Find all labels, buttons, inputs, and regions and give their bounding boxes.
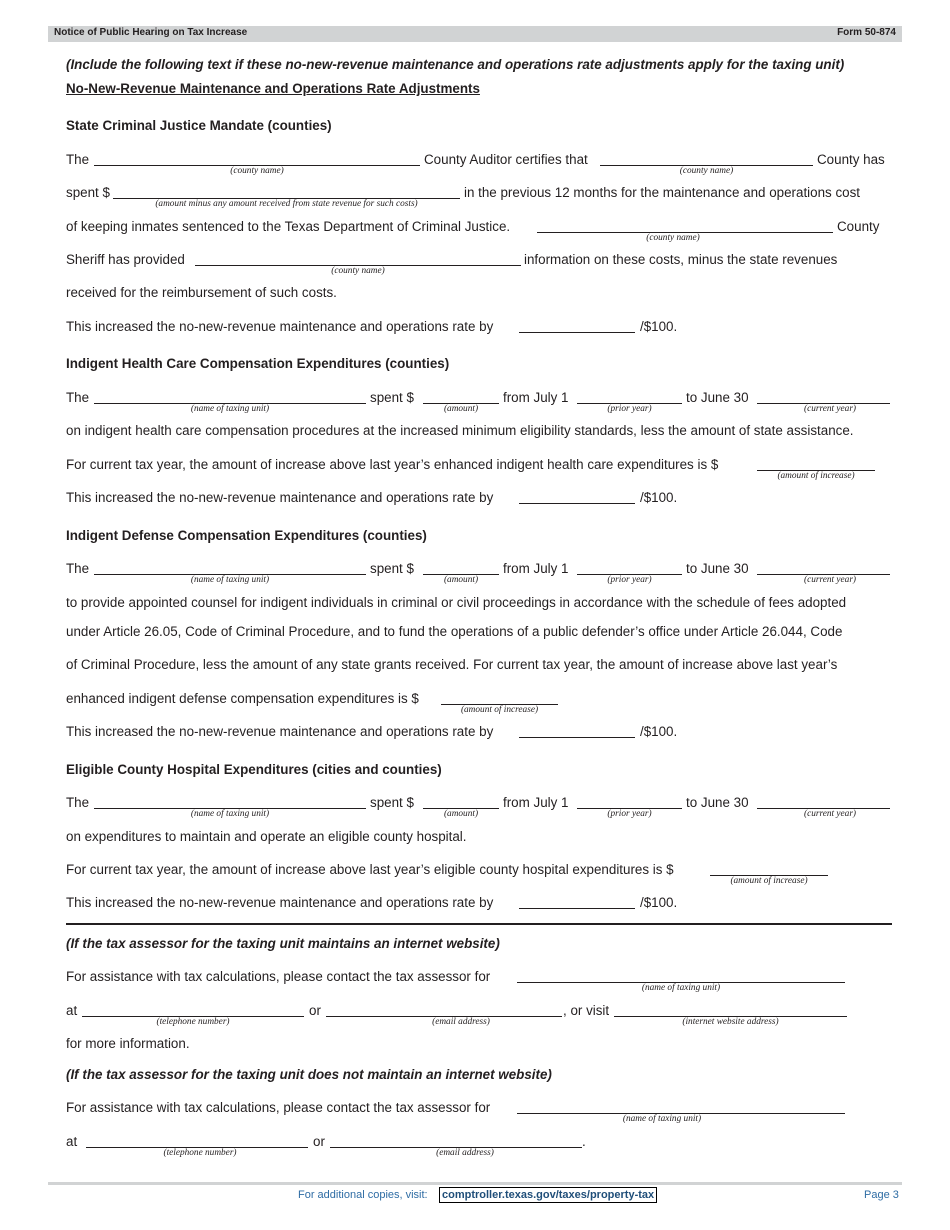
criminal-text: in the previous 12 months for the maintenance and operations cost [464, 185, 861, 200]
field-caption: (email address) [436, 1148, 494, 1158]
defense-text: to June 30 [686, 561, 749, 576]
field-caption: (county name) [331, 266, 385, 276]
criminal-text: Sheriff has provided [66, 252, 185, 267]
assist-text: , or visit [563, 1003, 610, 1018]
footer-rule [48, 1182, 902, 1185]
assist-text: or [309, 1003, 321, 1018]
form-number: Form 50-874 [837, 27, 896, 38]
footer-copies-text: For additional copies, visit: [298, 1189, 428, 1201]
field-caption: (name of taxing unit) [190, 575, 270, 585]
section-divider [66, 923, 892, 925]
assist-text: for more information. [66, 1036, 190, 1051]
rate-field[interactable] [519, 332, 635, 333]
rate-increase-text: This increased the no-new-revenue maintenance and operations rate by [66, 895, 494, 910]
criminal-text: The [66, 152, 90, 167]
health-text: on indigent health care compensation procedures at the increased minimum eligibility standards, less the amount of state assistance. [66, 423, 854, 438]
hospital-text: For current tax year, the amount of increase above last year’s eligible county hospital expenditures is $ [66, 862, 674, 877]
defense-text: to provide appointed counsel for indigent individuals in criminal or civil proceedings in accordance with the schedule of fees adopted [66, 595, 847, 610]
field-caption: (amount of increase) [460, 705, 539, 715]
intro-instruction: (Include the following text if these no-new-revenue maintenance and operations rate adjustments apply for the taxing unit) [66, 57, 845, 72]
field-caption: (name of taxing unit) [622, 1114, 702, 1124]
rate-increase-text: This increased the no-new-revenue maintenance and operations rate by [66, 319, 494, 334]
rate-unit: /$100. [640, 895, 678, 910]
comptroller-link[interactable]: comptroller.texas.gov/taxes/property-tax [439, 1187, 657, 1203]
rate-increase-text: This increased the no-new-revenue maintenance and operations rate by [66, 490, 494, 505]
page-header [48, 26, 902, 42]
field-caption: (current year) [803, 809, 857, 819]
header-title: Notice of Public Hearing on Tax Increase [54, 27, 248, 38]
hospital-text: from July 1 [503, 795, 569, 810]
criminal-text: received for the reimbursement of such costs. [66, 285, 337, 300]
defense-text: of Criminal Procedure, less the amount of any state grants received. For current tax year, the amount of increase above last year’s [66, 657, 838, 672]
defense-text: The [66, 561, 90, 576]
hospital-text: spent $ [370, 795, 414, 810]
section-heading: No-New-Revenue Maintenance and Operations Rate Adjustments [66, 81, 480, 96]
assist-text: at [66, 1003, 78, 1018]
no-website-heading: (If the tax assessor for the taxing unit does not maintain an internet website) [66, 1067, 552, 1082]
health-text: to June 30 [686, 390, 749, 405]
rate-field[interactable] [519, 737, 635, 738]
health-heading: Indigent Health Care Compensation Expenditures (counties) [66, 356, 450, 371]
assist-text: For assistance with tax calculations, please contact the tax assessor for [66, 1100, 491, 1115]
criminal-text: County [837, 219, 880, 234]
field-caption: (amount) [443, 404, 479, 414]
field-caption: (internet website address) [682, 1017, 779, 1027]
hospital-text: to June 30 [686, 795, 749, 810]
rate-increase-text: This increased the no-new-revenue maintenance and operations rate by [66, 724, 494, 739]
field-caption: (current year) [803, 404, 857, 414]
field-caption: (county name) [646, 233, 700, 243]
health-text: The [66, 390, 90, 405]
health-text: For current tax year, the amount of increase above last year’s enhanced indigent health care expenditures is $ [66, 457, 719, 472]
defense-text: enhanced indigent defense compensation expenditures is $ [66, 691, 419, 706]
field-caption: (name of taxing unit) [190, 404, 270, 414]
field-caption: (telephone number) [163, 1148, 237, 1158]
rate-unit: /$100. [640, 319, 678, 334]
page-number: Page 3 [864, 1189, 899, 1201]
criminal-heading: State Criminal Justice Mandate (counties) [66, 118, 332, 133]
criminal-text: County has [817, 152, 885, 167]
criminal-text: information on these costs, minus the state revenues [524, 252, 838, 267]
defense-text: under Article 26.05, Code of Criminal Procedure, and to fund the operations of a public defender’s office under Article 26.044, Code [66, 624, 843, 639]
rate-field[interactable] [519, 908, 635, 909]
field-caption: (prior year) [607, 575, 652, 585]
field-caption: (amount of increase) [730, 876, 808, 886]
field-caption: (current year) [803, 575, 857, 585]
field-caption: (prior year) [607, 404, 652, 414]
field-caption: (county name) [679, 166, 734, 176]
criminal-text: spent $ [66, 185, 110, 200]
criminal-text: County Auditor certifies that [424, 152, 588, 167]
defense-text: from July 1 [503, 561, 569, 576]
field-caption: (amount minus any amount received from state revenue for such costs) [155, 199, 418, 209]
field-caption: (name of taxing unit) [641, 983, 721, 993]
assist-text: . [582, 1134, 586, 1149]
defense-text: spent $ [370, 561, 414, 576]
hospital-text: on expenditures to maintain and operate an eligible county hospital. [66, 829, 467, 844]
field-caption: (email address) [432, 1017, 490, 1027]
defense-heading: Indigent Defense Compensation Expenditures (counties) [66, 528, 427, 543]
field-caption: (county name) [230, 166, 284, 176]
rate-field[interactable] [519, 503, 635, 504]
field-caption: (amount of increase) [777, 471, 855, 481]
rate-unit: /$100. [640, 490, 678, 505]
criminal-text: of keeping inmates sentenced to the Texas Department of Criminal Justice. [66, 219, 511, 234]
assist-text: at [66, 1134, 78, 1149]
health-text: from July 1 [503, 390, 569, 405]
field-caption: (prior year) [607, 809, 652, 819]
rate-unit: /$100. [640, 724, 678, 739]
assist-text: or [313, 1134, 325, 1149]
hospital-text: The [66, 795, 90, 810]
field-caption: (name of taxing unit) [190, 809, 270, 819]
hospital-heading: Eligible County Hospital Expenditures (cities and counties) [66, 762, 442, 777]
assist-text: For assistance with tax calculations, please contact the tax assessor for [66, 969, 491, 984]
field-caption: (amount) [443, 809, 479, 819]
health-text: spent $ [370, 390, 414, 405]
website-heading: (If the tax assessor for the taxing unit maintains an internet website) [66, 936, 500, 951]
field-caption: (amount) [443, 575, 479, 585]
field-caption: (telephone number) [156, 1017, 230, 1027]
